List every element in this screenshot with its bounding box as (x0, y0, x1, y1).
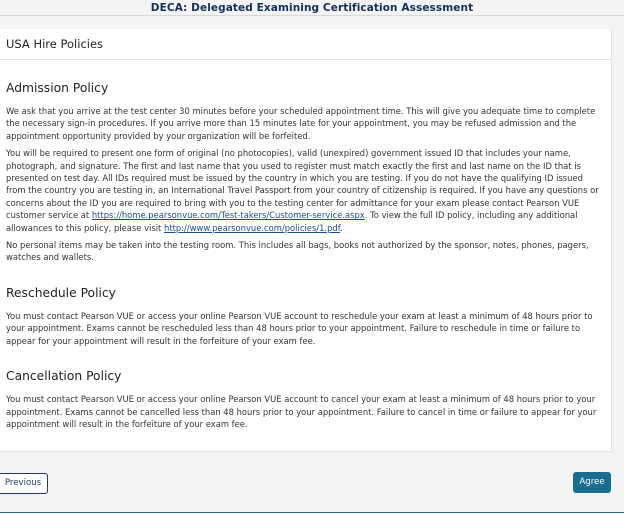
admission-id-text-c: . (340, 222, 343, 233)
id-policy-link[interactable]: http://www.pearsonvue.com/policies/1.pdf (164, 222, 341, 233)
cancellation-policy-section (6, 369, 604, 430)
cancellation-policy-heading: Cancellation Policy (6, 369, 122, 384)
card-title: USA Hire Policies (0, 29, 611, 60)
policies-card (0, 29, 612, 452)
reschedule-policy-heading: Reschedule Policy (6, 285, 116, 300)
title-divider (0, 15, 624, 16)
cancellation-paragraph: You must contact Pearson VUE or access your online Pearson VUE account to cancel your exam at least a minimum of 48 hours prior to your appointment. Exams cannot be cancelled less than 48 hours prior to your appointment. Failure to cancel in time or failure to appear for your appointment will result in the forfeiture of your exam fee. (6, 394, 597, 429)
app-title-bar (0, 0, 624, 16)
admission-policy-section (6, 81, 604, 264)
agree-button[interactable]: Agree (573, 472, 611, 493)
reschedule-policy-section (6, 286, 604, 347)
customer-service-link[interactable]: https://home.pearsonvue.com/Test-takers/Customer-service.aspx (91, 210, 365, 221)
footer-divider (0, 512, 624, 513)
admission-arrival-paragraph: We ask that you arrive at the test center 30 minutes before your scheduled appointment time. This will give you adequate time to complete the necessary sign-in procedures. If you arrive more than 15 minutes late for your appointment, you may be refused admission and the appointment opportunity provided by your organization will be forfeited. (6, 106, 596, 141)
policies-content (0, 81, 611, 430)
admission-id-paragraph (6, 147, 604, 234)
reschedule-paragraph: You must contact Pearson VUE or access your online Pearson VUE account to reschedule your exam at least a minimum of 48 hours prior to your appointment. Exams cannot be rescheduled less than 48 hours prior to your appointment. Failure to reschedule in time or failure to appear for your appointment will result in the forfeiture of your exam fee. (6, 310, 593, 346)
admission-id-text-a: You will be required to present one form of original (no photocopies), valid (unexpired) government issued ID that includes your name, photograph, and signature. The first and last name that you used to register must match exactly the first and last name on the ID that is presented on test day. All IDs required must be issued by the country in which you are testing. If you do not have the qualifying ID issued from the country you are testing in, an International Travel Passport from your country of citizenship is required. If you have any questions or concerns about the ID you are required to bring with you to the testing center for admittance for your exam please contact Pearson VUE customer service at (6, 148, 599, 221)
app-title: DECA: Delegated Examining Certification Assessment (150, 2, 474, 14)
admission-id-text-b: . To view the full ID policy, including any additional allowances to this policy, please visit (6, 210, 578, 233)
admission-policy-heading: Admission Policy (6, 81, 109, 95)
admission-personal-items-paragraph: No personal items may be taken into the testing room. This includes all bags, books not authorized by the sponsor, notes, phones, pagers, watches and wallets. (6, 240, 589, 263)
previous-button[interactable]: Previous (0, 473, 48, 494)
